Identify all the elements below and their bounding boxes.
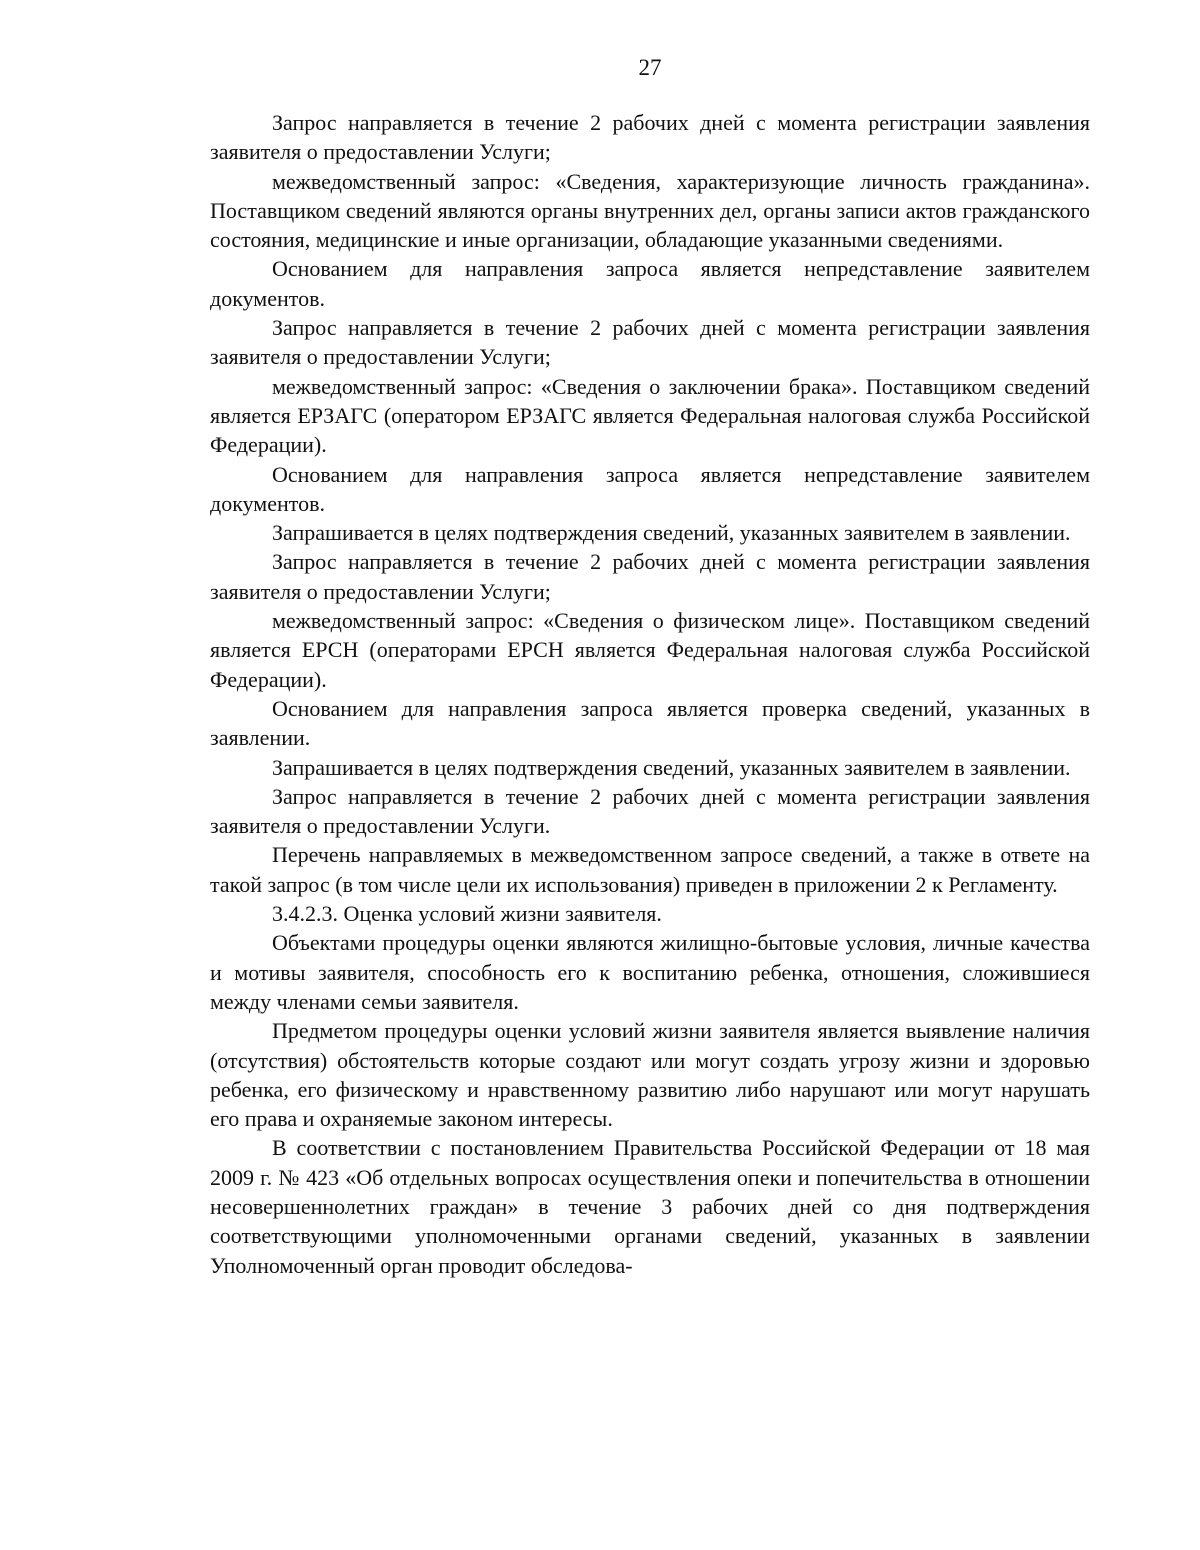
paragraph: Запрашивается в целях подтверждения сведений, указанных заявителем в заявлении. (272, 520, 1071, 546)
paragraph: Перечень направляемых в межведомственном запросе сведений, а также в ответе на такой запрос (в том числе цели их использования) приведен в приложении 2 к Регламенту. (210, 842, 1090, 897)
paragraph: Запрос направляется в течение 2 рабочих дней с момента регистрации заявления заявителя о предоставлении Услуги. (210, 783, 1090, 839)
paragraph: Запрос направляется в течение 2 рабочих дней с момента регистрации заявления заявителя о предоставлении Услуги; (210, 549, 1090, 604)
paragraph: Запрос направляется в течение 2 рабочих дней с момента регистрации заявления заявителя о предоставлении Услуги; (210, 315, 1090, 370)
page-number: 27 (638, 55, 662, 80)
paragraph: Основанием для направления запроса является проверка сведений, указанных в заявлении. (210, 695, 1090, 751)
paragraph: Запрос направляется в течение 2 рабочих дней с момента регистрации заявления заявителя о предоставлении Услуги; (210, 110, 1090, 165)
paragraph: межведомственный запрос: «Сведения о заключении брака». Поставщиком сведений является ЕРЗАГС (оператором ЕРЗАГС является Федеральная налоговая служба Российской Федерации). (210, 373, 1090, 458)
paragraph: Основанием для направления запроса является непредставление заявителем документов. (210, 256, 1090, 311)
paragraph: Предметом процедуры оценки условий жизни заявителя является выявление наличия (отсутствия) обстоятельств которые создают или могут создать угрозу жизни и здоровью ребенка, его физическому и нравственному развитию либо нарушают или могут нарушать его права и охраняемые законом интересы. (210, 1018, 1090, 1132)
paragraph: Запрашивается в целях подтверждения сведений, указанных заявителем в заявлении. (272, 754, 1071, 780)
paragraph: межведомственный запрос: «Сведения, характеризующие личность гражданина». Поставщиком сведений являются органы внутренних дел, органы записи актов гражданского состояния, медицинские и иные организации, обладающие указанными сведениями. (210, 168, 1090, 253)
paragraph: межведомственный запрос: «Сведения о физическом лице». Поставщиком сведений является ЕРСН (операторами ЕРСН является Федеральная налоговая служба Российской Федерации). (210, 608, 1090, 692)
paragraph: В соответствии с постановлением Правительства Российской Федерации от 18 мая 2009 г. № 423 «Об отдельных вопросах осуществления опеки и попечительства в отношении несовершеннолетних граждан» в течение 3 рабочих дней со дня подтверждения соответствующими уполномоченными органами сведений, указанных в заявлении Уполномоченный орган проводит обследова- (210, 1135, 1090, 1278)
document-body (210, 108, 1090, 1280)
paragraph: Объектами процедуры оценки являются жилищно-бытовые условия, личные качества и мотивы заявителя, способность его к воспитанию ребенка, отношения, сложившиеся между членами семьи заявителя. (210, 930, 1090, 1014)
paragraph: Основанием для направления запроса является непредставление заявителем документов. (210, 461, 1090, 516)
section-heading: 3.4.2.3. Оценка условий жизни заявителя. (272, 901, 662, 927)
